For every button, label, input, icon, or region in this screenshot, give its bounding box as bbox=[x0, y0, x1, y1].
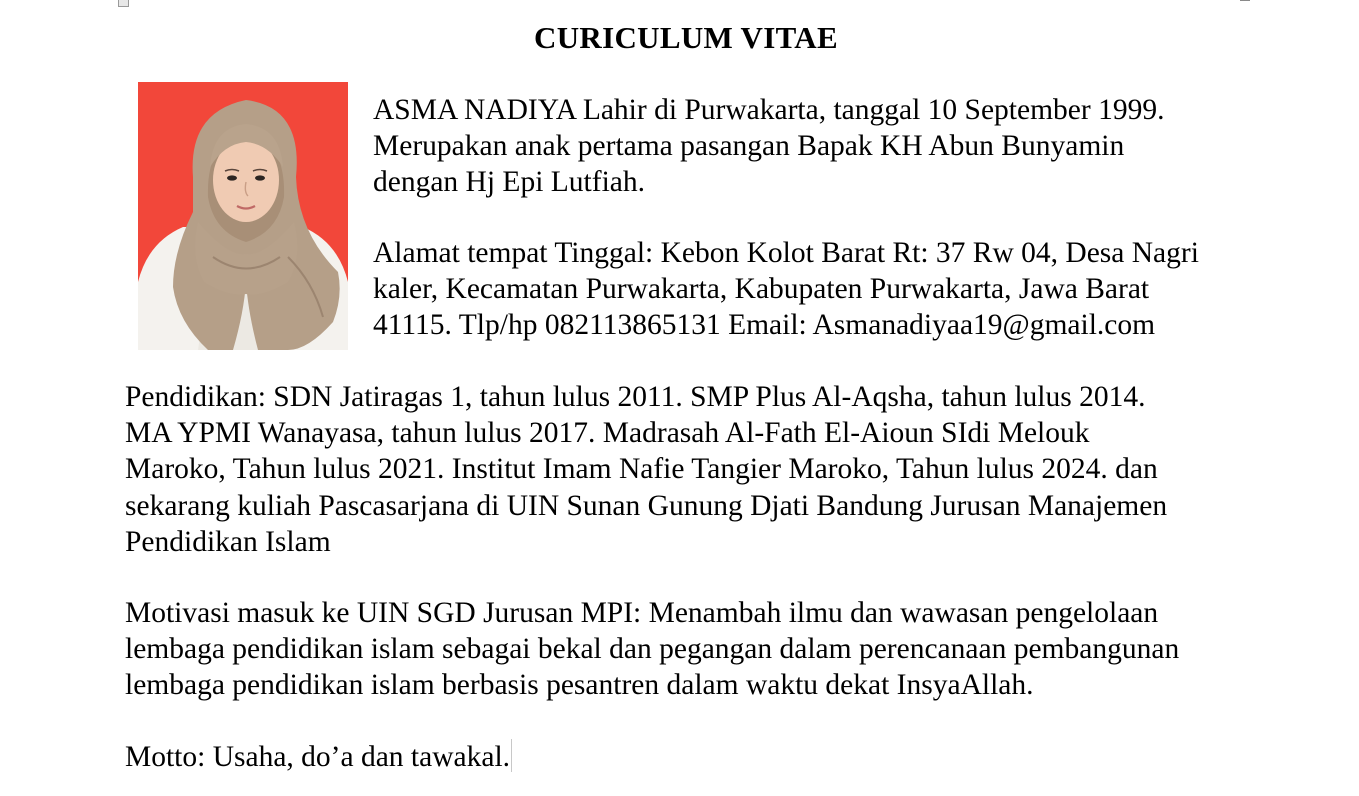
education-line: sekarang kuliah Pascasarjana di UIN Sunan Gunung Djati Bandung Jurusan Manajemen bbox=[125, 489, 1168, 522]
education-line: Pendidikan: SDN Jatiragas 1, tahun lulus 2011. SMP Plus Al-Aqsha, tahun lulus 2014. bbox=[125, 381, 1146, 413]
anchor-marker-icon bbox=[118, 0, 129, 7]
profile-photo[interactable] bbox=[138, 82, 348, 350]
motivation-line: lembaga pendidikan islam berbasis pesantren dalam waktu dekat InsyaAllah. bbox=[125, 669, 1034, 702]
text-cursor bbox=[511, 739, 512, 772]
motivation-line: lembaga pendidikan islam sebagai bekal dan pegangan dalam perencanaan pembangunan bbox=[125, 633, 1180, 666]
education-line: Pendidikan Islam bbox=[125, 525, 331, 558]
address-line: kaler, Kecamatan Purwakarta, Kabupaten Purwakarta, Jawa Barat bbox=[373, 273, 1150, 306]
motto-paragraph[interactable] bbox=[125, 739, 512, 775]
education-line: Maroko, Tahun lulus 2021. Institut Imam Nafie Tangier Maroko, Tahun lulus 2024. dan bbox=[125, 453, 1158, 486]
intro-line: dengan Hj Epi Lutfiah. bbox=[373, 166, 645, 199]
margin-marker-icon bbox=[1240, 0, 1250, 1]
intro-line: ASMA NADIYA Lahir di Purwakarta, tanggal 10 September 1999. bbox=[373, 94, 1165, 126]
address-paragraph bbox=[373, 235, 1199, 344]
motto-text: Motto: Usaha, do’a dan tawakal. bbox=[125, 741, 511, 773]
education-line: MA YPMI Wanayasa, tahun lulus 2017. Madrasah Al-Fath El-Aioun SIdi Melouk bbox=[125, 417, 1090, 450]
address-line: Alamat tempat Tinggal: Kebon Kolot Barat Rt: 37 Rw 04, Desa Nagri bbox=[373, 237, 1199, 269]
document-title: CURICULUM VITAE bbox=[534, 20, 838, 55]
address-line: 41115. Tlp/hp 082113865131 Email: Asmanadiyaa19@gmail.com bbox=[373, 309, 1156, 342]
intro-line: Merupakan anak pertama pasangan Bapak KH Abun Bunyamin bbox=[373, 130, 1125, 163]
motivation-line: Motivasi masuk ke UIN SGD Jurusan MPI: Menambah ilmu dan wawasan pengelolaan bbox=[125, 597, 1159, 629]
education-paragraph bbox=[125, 379, 1167, 560]
intro-paragraph bbox=[373, 92, 1164, 201]
portrait-illustration bbox=[138, 82, 348, 350]
motivation-paragraph bbox=[125, 595, 1179, 704]
